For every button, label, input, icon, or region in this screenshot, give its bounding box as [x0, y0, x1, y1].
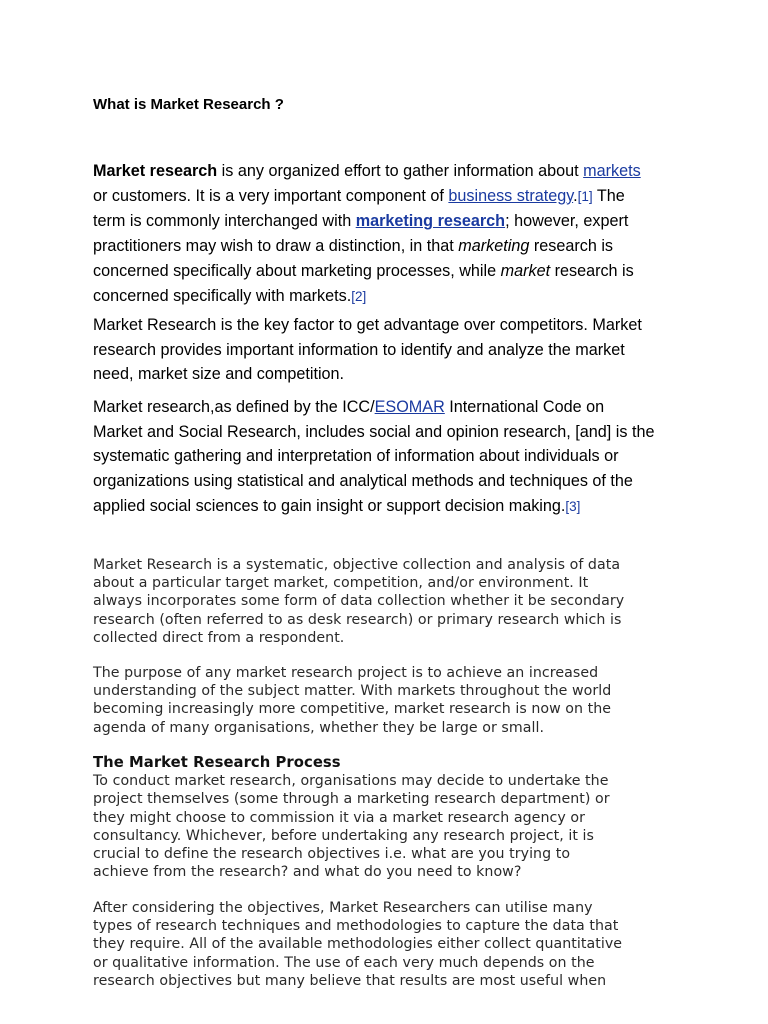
text-line: becoming increasingly more competitive, market research is now on the: [93, 701, 612, 718]
text-line: [93, 209, 683, 234]
text-line: [93, 184, 683, 210]
text-line: crucial to define the research objectives i.e. what are you trying to: [93, 846, 571, 863]
text-span: Market research,as defined by the ICC/: [93, 398, 375, 416]
text-line: understanding of the subject matter. With markets throughout the world: [93, 683, 612, 700]
term-market-research: Market research: [93, 162, 218, 180]
text-line: about a particular target market, competition, and/or environment. It: [93, 575, 589, 592]
text-line: collected direct from a respondent.: [93, 629, 345, 646]
section-heading: The Market Research Process: [93, 754, 341, 771]
text-line: [93, 395, 683, 420]
advantage-paragraph: [93, 313, 683, 387]
text-span: ; however, expert: [505, 212, 629, 231]
link-esomar[interactable]: ESOMAR: [374, 398, 445, 416]
link-business-strategy[interactable]: business strategy: [448, 186, 574, 205]
text-line: agenda of many organisations, whether they be large or small.: [93, 719, 545, 736]
text-span: International Code on: [444, 398, 605, 416]
text-line: [93, 234, 683, 259]
emphasis-market: market: [500, 261, 551, 280]
text-span: practitioners may wish to draw a distinction, in that: [93, 237, 459, 256]
citation-3[interactable]: [3]: [565, 498, 581, 514]
text-line: systematic gathering and interpretation of information about individuals or: [93, 447, 619, 466]
text-span: is any organized effort to gather information about: [217, 162, 584, 180]
link-marketing-research[interactable]: marketing research: [355, 212, 506, 231]
text-line: they might choose to commission it via a market research agency or: [93, 809, 585, 826]
text-line: The purpose of any market research project is to achieve an increased: [93, 665, 599, 681]
text-line: or qualitative information. The use of each very much depends on the: [93, 954, 595, 971]
icc-esomar-paragraph: [93, 395, 683, 520]
methodologies-paragraph: [93, 899, 678, 990]
link-markets[interactable]: markets: [583, 162, 641, 180]
text-span: research is: [550, 261, 634, 280]
citation-2[interactable]: [2]: [351, 288, 367, 304]
text-line: Market Research is a systematic, objective collection and analysis of data: [93, 557, 621, 573]
page-title: What is Market Research ?: [93, 96, 284, 113]
text-line: Market Research is the key factor to get advantage over competitors. Market: [93, 316, 642, 334]
text-line: project themselves (some through a marketing research department) or: [93, 791, 610, 808]
text-line: organizations using statistical and analytical methods and techniques of the: [93, 472, 633, 491]
emphasis-marketing: marketing: [458, 237, 530, 256]
text-span: concerned specifically about marketing processes, while: [93, 261, 501, 280]
text-line: After considering the objectives, Market Researchers can utilise many: [93, 900, 593, 916]
text-line: Market and Social Research, includes social and opinion research, [and] is the: [93, 422, 655, 441]
text-span: .: [573, 186, 578, 205]
purpose-paragraph: [93, 664, 678, 737]
text-line: [93, 494, 683, 520]
text-line: research (often referred to as desk research) or primary research which is: [93, 611, 622, 628]
text-line: types of research techniques and methodologies to capture the data that: [93, 918, 619, 935]
text-line: [93, 259, 683, 284]
text-span: applied social sciences to gain insight or support decision making.: [93, 496, 566, 515]
text-span: The: [592, 186, 625, 205]
text-line: research provides important information to identify and analyze the market: [93, 340, 625, 359]
text-span: or customers. It is a very important component of: [93, 186, 449, 205]
text-span: research is: [529, 237, 614, 256]
text-line: consultancy. Whichever, before undertaking any research project, it is: [93, 827, 594, 844]
text-line: they require. All of the available methodologies either collect quantitative: [93, 936, 623, 953]
text-line: [93, 159, 683, 184]
definition-paragraph: [93, 159, 683, 309]
text-span: term is commonly interchanged with: [93, 212, 356, 231]
text-span: concerned specifically with markets.: [93, 286, 352, 305]
text-line: [93, 284, 683, 310]
text-line: achieve from the research? and what do you need to know?: [93, 864, 522, 881]
process-section: [93, 754, 678, 881]
text-line: need, market size and competition.: [93, 365, 345, 384]
systematic-paragraph: [93, 556, 678, 647]
citation-1[interactable]: [1]: [577, 188, 593, 204]
text-line: To conduct market research, organisations may decide to undertake the: [93, 773, 609, 790]
text-line: research objectives but many believe that results are most useful when: [93, 972, 607, 989]
text-line: always incorporates some form of data collection whether it be secondary: [93, 593, 625, 610]
